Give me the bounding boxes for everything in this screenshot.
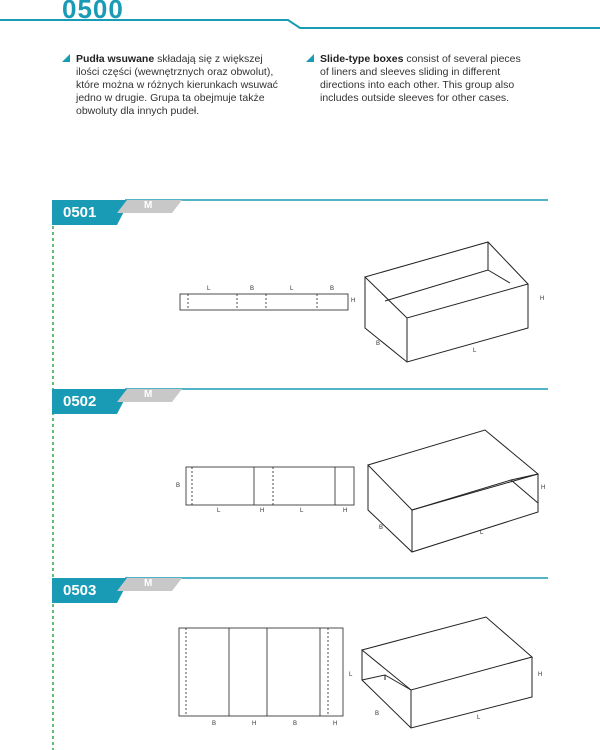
section-badge: M — [144, 200, 153, 211]
header-rule — [0, 20, 600, 28]
box-length-label: L — [473, 348, 477, 354]
box-height-label: H — [541, 485, 546, 491]
box-height-label: H — [540, 296, 545, 302]
section-badge: M — [144, 578, 153, 589]
intro-english — [320, 53, 525, 105]
intro-english-bold: Slide-type boxes — [320, 53, 404, 65]
intro-polish — [76, 53, 281, 118]
flat-side-label: L — [349, 672, 353, 678]
flat-label: L — [207, 286, 211, 292]
section-code: 0501 — [63, 204, 97, 221]
flat-label: L — [290, 286, 294, 292]
box-3d-0503 — [362, 617, 532, 728]
flat-label: H — [252, 721, 257, 727]
flat-label: B — [212, 721, 217, 727]
page-title: 0500 — [62, 0, 124, 24]
triangle-bullet-icon — [62, 54, 70, 62]
flat-label: H — [333, 721, 338, 727]
box-width-label: B — [375, 711, 380, 717]
box-length-label: L — [477, 715, 481, 721]
section-code: 0503 — [63, 582, 97, 599]
intro-polish-text: składają się z większej ilości części (wewnętrznych oraz obwolut), które można w różnych kierunkach wsuwać jedno w drugie. Grupa ta obejmuje także obwoluty dla innych pudeł. — [76, 53, 278, 117]
flat-layout-0502 — [186, 467, 354, 505]
box-3d-0501 — [365, 242, 528, 362]
flat-side-label: B — [176, 483, 181, 489]
box-width-label: B — [376, 341, 381, 347]
intro-polish-bold: Pudła wsuwane — [76, 53, 155, 65]
box-height-label: H — [538, 672, 543, 678]
flat-label: B — [330, 286, 335, 292]
flat-label: L — [217, 508, 221, 514]
section-code: 0502 — [63, 393, 97, 410]
flat-label: B — [293, 721, 298, 727]
flat-layout-0501 — [180, 294, 348, 310]
flat-side-label: H — [351, 298, 356, 304]
flat-label: B — [250, 286, 255, 292]
box-length-label: L — [480, 530, 484, 536]
box-3d-0502 — [368, 430, 538, 552]
flat-label: L — [300, 508, 304, 514]
flat-layout-0503 — [179, 628, 343, 716]
triangle-bullet-icon — [306, 54, 314, 62]
intro-english-text: consist of several pieces of liners and sleeves sliding in different directions into each other. This group also includes outside sleeves for other cases. — [320, 53, 521, 104]
flat-label: H — [343, 508, 348, 514]
box-width-label: B — [379, 525, 384, 531]
section-badge: M — [144, 389, 153, 400]
flat-label: H — [260, 508, 265, 514]
